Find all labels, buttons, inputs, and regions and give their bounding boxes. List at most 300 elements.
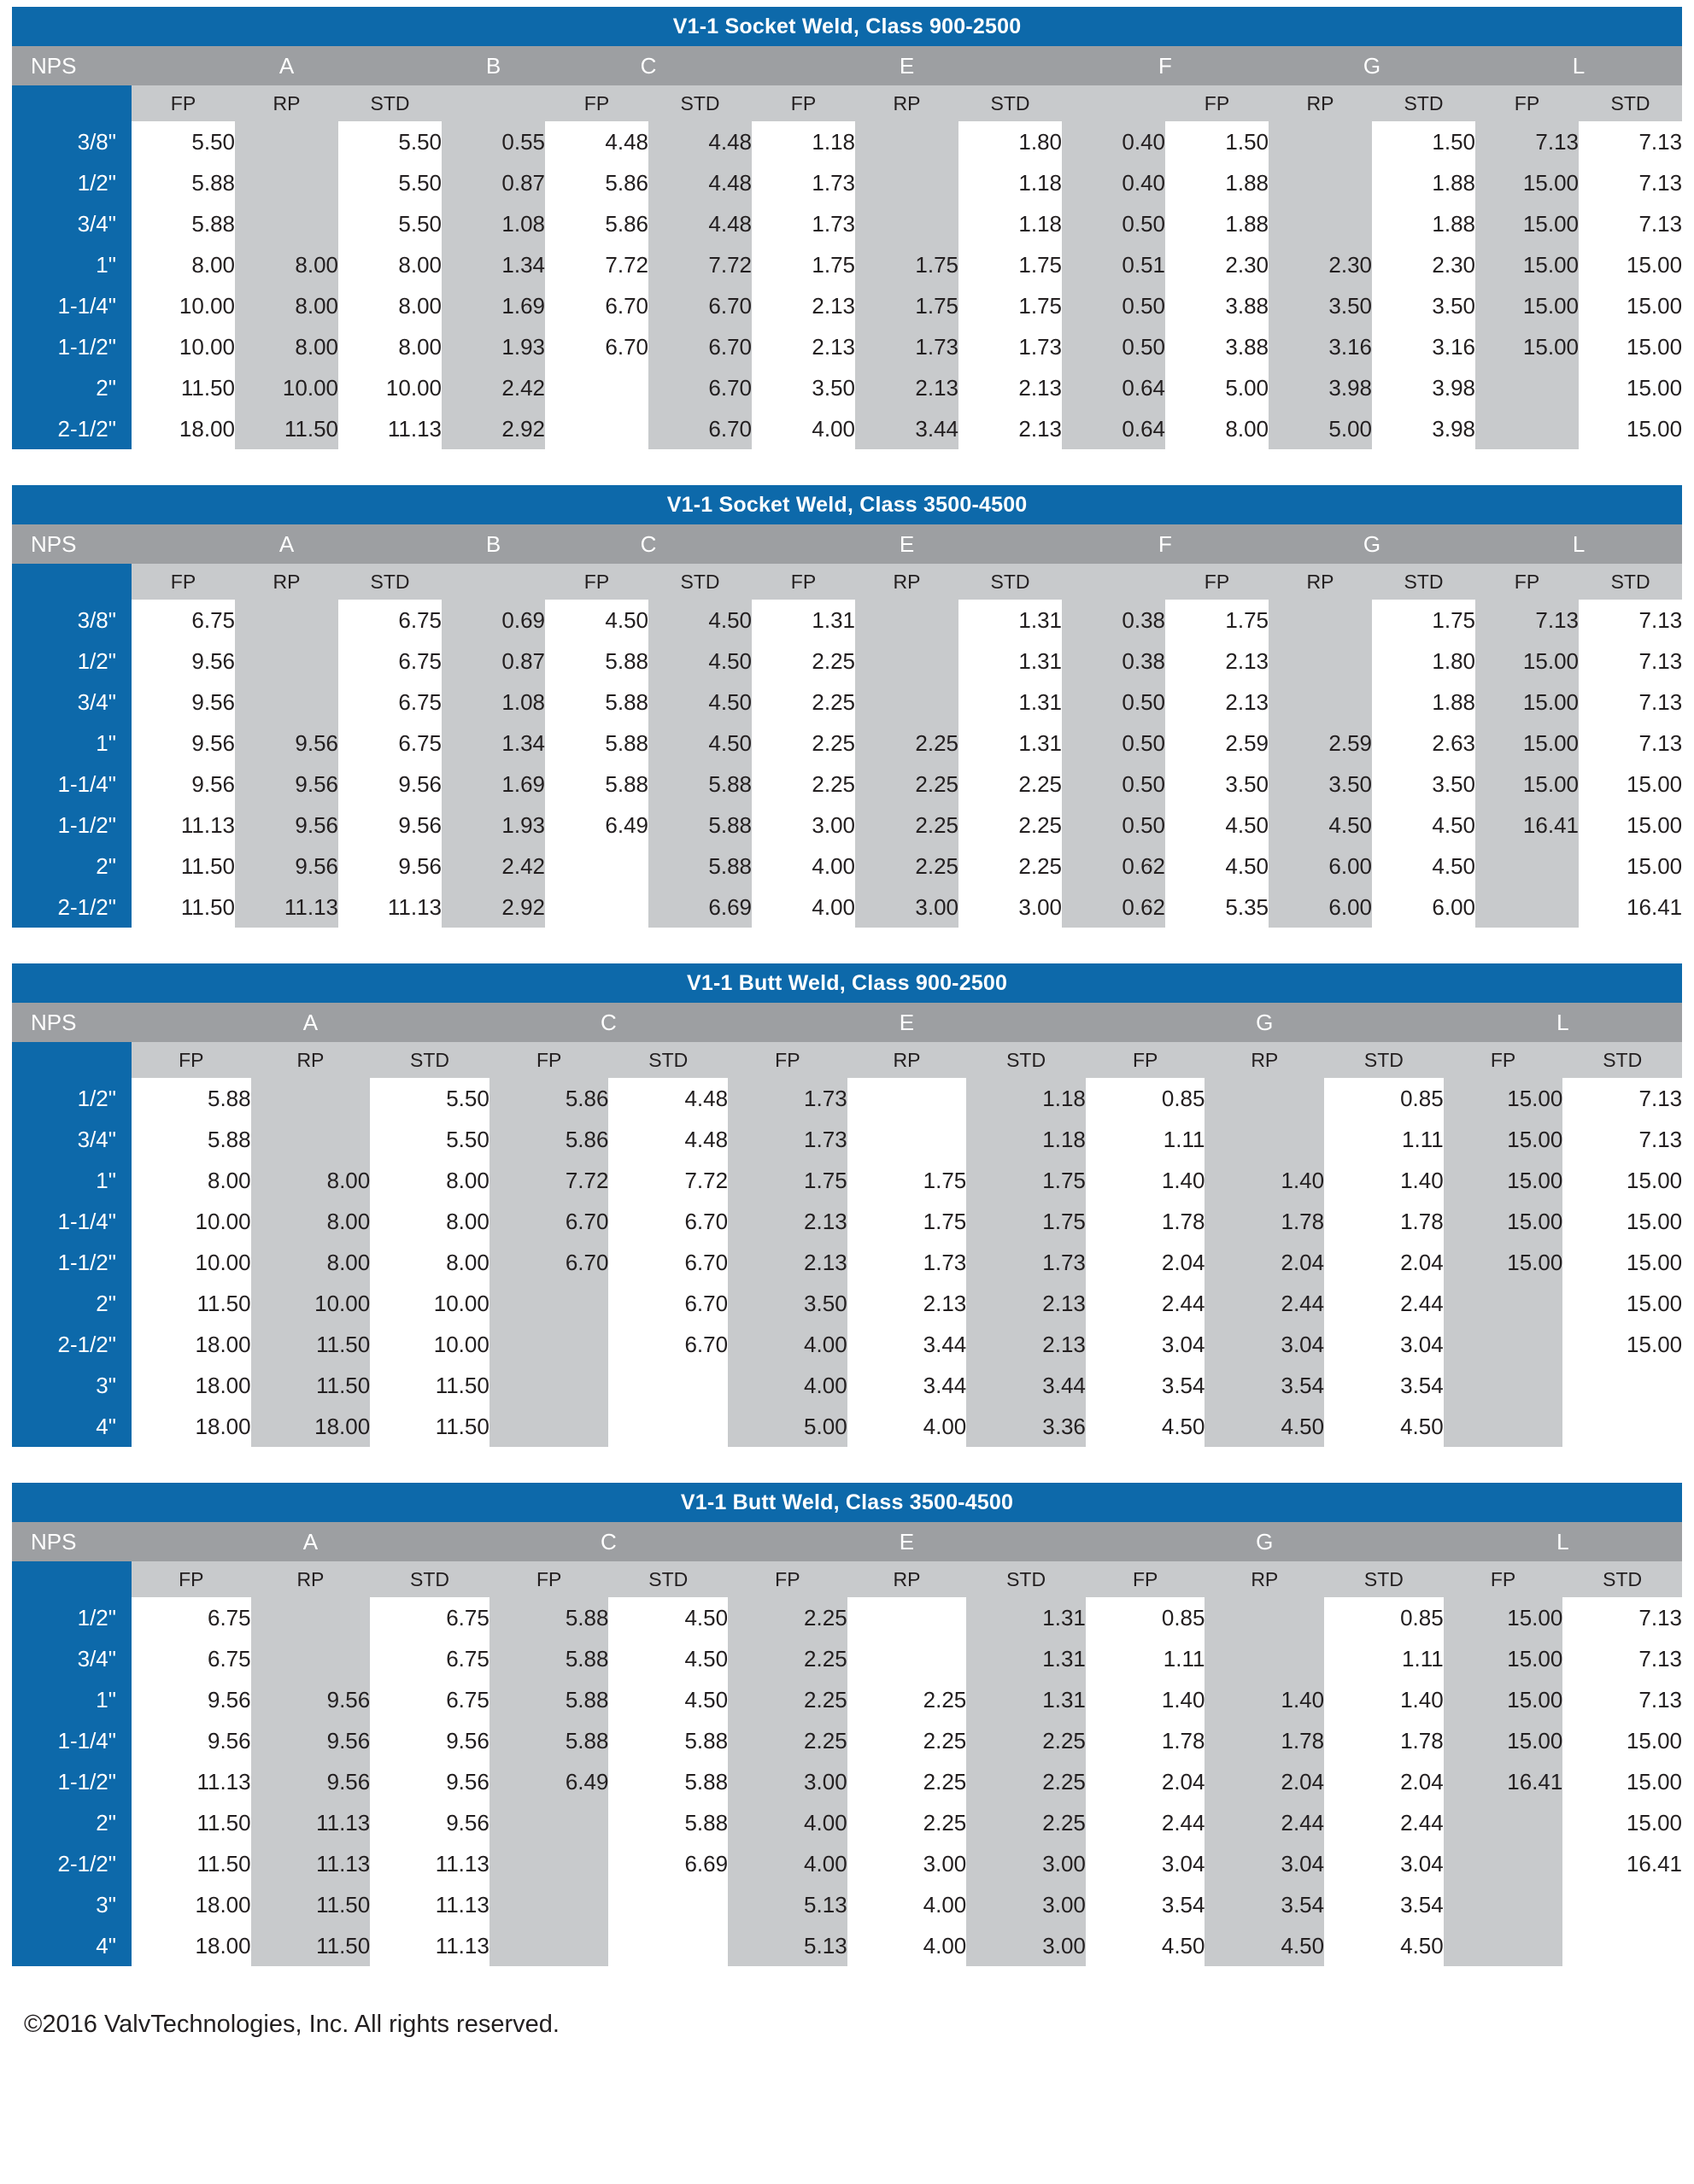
spec-table	[12, 1483, 1682, 1966]
data-cell: 4.50	[1086, 1406, 1205, 1447]
nps-cell: 3/4"	[12, 1119, 132, 1160]
data-cell: 15.00	[1444, 1720, 1563, 1761]
column-group-header: E	[728, 1003, 1086, 1042]
data-cell: 9.56	[235, 805, 338, 846]
data-cell: 11.50	[370, 1365, 489, 1406]
data-cell	[235, 682, 338, 723]
data-cell: 5.00	[1269, 408, 1372, 449]
data-cell: 3.00	[728, 1761, 847, 1802]
nps-cell: 4"	[12, 1925, 132, 1966]
data-cell: 15.00	[1562, 1201, 1682, 1242]
data-cell: 2.13	[1165, 682, 1269, 723]
data-cell: 15.00	[1562, 1242, 1682, 1283]
data-cell: 4.00	[728, 1802, 847, 1843]
data-cell: 2.30	[1269, 244, 1372, 285]
data-cell: 2.04	[1086, 1761, 1205, 1802]
data-cell: 11.50	[251, 1925, 371, 1966]
data-cell: 11.50	[132, 846, 235, 887]
data-cell: 8.00	[235, 244, 338, 285]
data-cell: 4.48	[545, 121, 648, 162]
data-cell: 11.13	[338, 887, 442, 928]
data-cell: 1.75	[966, 1160, 1086, 1201]
data-cell: 6.75	[338, 723, 442, 764]
column-subheader: RP	[1205, 1042, 1324, 1078]
data-cell	[489, 1283, 609, 1324]
spec-table-grid	[12, 485, 1682, 928]
data-cell	[489, 1324, 609, 1365]
data-cell: 2.30	[1165, 244, 1269, 285]
data-cell: 11.13	[338, 408, 442, 449]
data-cell: 4.50	[545, 600, 648, 641]
data-cell: 3.04	[1205, 1324, 1324, 1365]
data-cell: 3.36	[966, 1406, 1086, 1447]
nps-cell: 2"	[12, 1283, 132, 1324]
data-cell: 2.25	[752, 641, 855, 682]
data-cell: 15.00	[1444, 1119, 1563, 1160]
data-cell: 1.78	[1205, 1201, 1324, 1242]
data-cell: 15.00	[1475, 162, 1579, 203]
data-cell: 9.56	[132, 764, 235, 805]
data-cell: 5.00	[728, 1406, 847, 1447]
data-cell: 3.98	[1372, 408, 1475, 449]
data-cell: 1.73	[966, 1242, 1086, 1283]
data-cell	[235, 203, 338, 244]
data-cell: 6.70	[648, 326, 752, 367]
table-row	[12, 1201, 1682, 1242]
data-cell	[1444, 1843, 1563, 1884]
column-subheader: STD	[958, 85, 1062, 121]
data-cell: 1.31	[958, 600, 1062, 641]
data-cell: 3.54	[1205, 1365, 1324, 1406]
data-cell: 10.00	[132, 285, 235, 326]
data-cell: 7.13	[1579, 203, 1682, 244]
data-cell: 1.73	[847, 1242, 967, 1283]
data-cell: 15.00	[1562, 1324, 1682, 1365]
column-subheader	[1062, 564, 1165, 600]
data-cell: 3.98	[1269, 367, 1372, 408]
data-cell: 2.25	[958, 764, 1062, 805]
table-row	[12, 1283, 1682, 1324]
data-cell: 3.44	[847, 1365, 967, 1406]
data-cell: 11.13	[370, 1843, 489, 1884]
table-row	[12, 203, 1682, 244]
column-subheader: RP	[251, 1042, 371, 1078]
column-subheader: STD	[1372, 85, 1475, 121]
data-cell: 6.70	[648, 285, 752, 326]
data-cell: 3.16	[1269, 326, 1372, 367]
data-cell: 4.00	[728, 1365, 847, 1406]
data-cell: 9.56	[235, 723, 338, 764]
data-cell: 2.13	[855, 367, 958, 408]
data-cell: 15.00	[1475, 203, 1579, 244]
data-cell: 1.18	[966, 1119, 1086, 1160]
data-cell: 5.50	[338, 203, 442, 244]
data-cell: 11.13	[370, 1884, 489, 1925]
table-row	[12, 285, 1682, 326]
data-cell: 4.48	[608, 1119, 728, 1160]
data-cell	[1475, 367, 1579, 408]
data-cell: 6.75	[338, 641, 442, 682]
nps-cell: 2-1/2"	[12, 1843, 132, 1884]
data-cell: 6.75	[132, 1638, 251, 1679]
data-cell: 1.75	[855, 285, 958, 326]
data-cell	[1562, 1925, 1682, 1966]
data-cell: 3.44	[966, 1365, 1086, 1406]
data-cell: 3.50	[1269, 285, 1372, 326]
data-cell: 9.56	[235, 764, 338, 805]
data-cell: 3.50	[752, 367, 855, 408]
data-cell: 0.55	[442, 121, 545, 162]
column-subheader	[442, 564, 545, 600]
data-cell: 7.13	[1579, 600, 1682, 641]
data-cell: 1.88	[1372, 162, 1475, 203]
data-cell: 2.25	[847, 1802, 967, 1843]
data-cell: 15.00	[1475, 764, 1579, 805]
table-row	[12, 1720, 1682, 1761]
data-cell: 11.13	[370, 1925, 489, 1966]
data-cell: 18.00	[132, 1406, 251, 1447]
table-row	[12, 1406, 1682, 1447]
data-cell: 3.16	[1372, 326, 1475, 367]
data-cell	[855, 121, 958, 162]
data-cell: 15.00	[1579, 285, 1682, 326]
data-cell: 2.92	[442, 887, 545, 928]
subheader-spacer	[12, 1561, 132, 1597]
data-cell: 8.00	[370, 1201, 489, 1242]
data-cell: 7.13	[1562, 1078, 1682, 1119]
data-cell: 2.25	[847, 1720, 967, 1761]
data-cell: 4.50	[608, 1679, 728, 1720]
table-row	[12, 1679, 1682, 1720]
data-cell: 5.88	[489, 1720, 609, 1761]
subheader-spacer	[12, 564, 132, 600]
column-group-header: F	[1062, 524, 1269, 564]
nps-cell: 3/4"	[12, 1638, 132, 1679]
column-subheader: FP	[1165, 564, 1269, 600]
data-cell: 18.00	[251, 1406, 371, 1447]
data-cell: 0.50	[1062, 764, 1165, 805]
data-cell: 15.00	[1579, 408, 1682, 449]
data-cell: 2.04	[1205, 1242, 1324, 1283]
data-cell: 4.50	[648, 682, 752, 723]
data-cell: 3.00	[958, 887, 1062, 928]
subheader-spacer	[12, 1042, 132, 1078]
data-cell: 1.88	[1165, 162, 1269, 203]
spec-table-grid	[12, 963, 1682, 1447]
data-cell	[545, 408, 648, 449]
data-cell: 1.40	[1086, 1160, 1205, 1201]
data-cell: 15.00	[1475, 723, 1579, 764]
data-cell: 11.50	[370, 1406, 489, 1447]
nps-cell: 1-1/2"	[12, 1242, 132, 1283]
column-subheader: STD	[608, 1042, 728, 1078]
data-cell: 15.00	[1562, 1802, 1682, 1843]
data-cell: 5.86	[545, 162, 648, 203]
data-cell: 7.13	[1579, 162, 1682, 203]
data-cell: 5.88	[545, 723, 648, 764]
spec-table-grid	[12, 1483, 1682, 1966]
column-subheader: FP	[1086, 1042, 1205, 1078]
column-subheader: RP	[235, 85, 338, 121]
nps-cell: 1-1/2"	[12, 326, 132, 367]
data-cell: 1.75	[847, 1201, 967, 1242]
data-cell: 9.56	[338, 764, 442, 805]
data-cell: 15.00	[1579, 244, 1682, 285]
data-cell: 2.25	[847, 1761, 967, 1802]
data-cell: 1.78	[1324, 1201, 1444, 1242]
data-cell	[235, 162, 338, 203]
column-subheader: STD	[1562, 1561, 1682, 1597]
data-cell: 2.13	[752, 285, 855, 326]
nps-cell: 3/4"	[12, 203, 132, 244]
data-cell: 9.56	[132, 682, 235, 723]
column-subheader: FP	[1165, 85, 1269, 121]
column-subheader: FP	[1444, 1042, 1563, 1078]
data-cell: 1.31	[752, 600, 855, 641]
data-cell: 10.00	[132, 326, 235, 367]
data-cell: 15.00	[1579, 367, 1682, 408]
data-cell: 1.73	[752, 162, 855, 203]
data-cell	[847, 1597, 967, 1638]
data-cell: 9.56	[132, 723, 235, 764]
data-cell: 3.44	[847, 1324, 967, 1365]
data-cell: 1.18	[958, 162, 1062, 203]
data-cell: 4.00	[752, 846, 855, 887]
data-cell: 9.56	[132, 641, 235, 682]
data-cell: 1.69	[442, 285, 545, 326]
data-cell: 6.75	[132, 600, 235, 641]
data-cell: 2.25	[752, 723, 855, 764]
nps-cell: 1-1/4"	[12, 285, 132, 326]
data-cell: 5.88	[608, 1802, 728, 1843]
data-cell: 8.00	[338, 285, 442, 326]
data-cell: 5.88	[132, 203, 235, 244]
table-row	[12, 887, 1682, 928]
column-group-header: B	[442, 524, 545, 564]
data-cell: 7.13	[1562, 1119, 1682, 1160]
data-cell: 1.73	[728, 1119, 847, 1160]
column-subheader: FP	[752, 85, 855, 121]
data-cell: 1.34	[442, 244, 545, 285]
column-group-header: C	[489, 1003, 728, 1042]
data-cell: 2.25	[855, 805, 958, 846]
data-cell: 3.50	[1372, 764, 1475, 805]
data-cell	[1269, 203, 1372, 244]
column-group-header: E	[728, 1522, 1086, 1561]
data-cell: 2.63	[1372, 723, 1475, 764]
data-cell: 11.50	[132, 367, 235, 408]
data-cell	[855, 600, 958, 641]
data-cell	[1205, 1638, 1324, 1679]
data-cell: 6.49	[489, 1761, 609, 1802]
data-cell: 5.86	[489, 1078, 609, 1119]
data-cell: 0.87	[442, 641, 545, 682]
column-subheader: RP	[847, 1561, 967, 1597]
data-cell	[1562, 1365, 1682, 1406]
data-cell	[251, 1119, 371, 1160]
data-cell: 11.50	[251, 1884, 371, 1925]
data-cell: 2.25	[728, 1720, 847, 1761]
data-cell: 2.13	[728, 1201, 847, 1242]
data-cell: 7.72	[489, 1160, 609, 1201]
data-cell: 2.44	[1324, 1802, 1444, 1843]
column-subheader: STD	[648, 85, 752, 121]
column-subheader: FP	[1475, 564, 1579, 600]
data-cell: 3.00	[752, 805, 855, 846]
nps-cell: 3/8"	[12, 121, 132, 162]
data-cell: 2.25	[966, 1720, 1086, 1761]
data-cell: 5.50	[338, 162, 442, 203]
data-cell: 5.50	[370, 1119, 489, 1160]
data-cell: 15.00	[1475, 244, 1579, 285]
data-cell: 18.00	[132, 1365, 251, 1406]
nps-cell: 3"	[12, 1884, 132, 1925]
data-cell: 4.50	[1324, 1406, 1444, 1447]
data-cell: 15.00	[1444, 1679, 1563, 1720]
data-cell: 2.44	[1205, 1802, 1324, 1843]
data-cell: 1.31	[958, 682, 1062, 723]
table-title: V1-1 Socket Weld, Class 3500-4500	[12, 485, 1682, 524]
data-cell: 7.13	[1579, 723, 1682, 764]
data-cell	[1269, 600, 1372, 641]
data-cell: 1.88	[1372, 682, 1475, 723]
column-group-header: C	[545, 524, 752, 564]
data-cell: 4.50	[608, 1597, 728, 1638]
data-cell	[489, 1925, 609, 1966]
data-cell: 1.11	[1086, 1638, 1205, 1679]
data-cell: 2.42	[442, 846, 545, 887]
nps-cell: 1-1/4"	[12, 1201, 132, 1242]
data-cell	[545, 887, 648, 928]
data-cell: 4.00	[728, 1843, 847, 1884]
data-cell: 2.04	[1086, 1242, 1205, 1283]
nps-cell: 1/2"	[12, 1078, 132, 1119]
data-cell: 1.11	[1086, 1119, 1205, 1160]
data-cell: 3.50	[1372, 285, 1475, 326]
nps-cell: 1/2"	[12, 1597, 132, 1638]
data-cell: 5.88	[608, 1761, 728, 1802]
data-cell	[855, 682, 958, 723]
column-subheader: STD	[338, 564, 442, 600]
column-group-header: L	[1475, 46, 1682, 85]
data-cell	[608, 1884, 728, 1925]
data-cell	[855, 641, 958, 682]
data-cell: 2.59	[1269, 723, 1372, 764]
data-cell: 3.54	[1324, 1365, 1444, 1406]
data-cell	[1475, 846, 1579, 887]
data-cell: 11.50	[132, 1283, 251, 1324]
table-row	[12, 764, 1682, 805]
data-cell: 11.50	[251, 1324, 371, 1365]
column-subheader: RP	[1269, 564, 1372, 600]
data-cell: 5.88	[132, 1078, 251, 1119]
data-cell: 11.50	[132, 1843, 251, 1884]
data-cell: 6.70	[545, 326, 648, 367]
data-cell: 1.75	[1165, 600, 1269, 641]
data-cell: 0.51	[1062, 244, 1165, 285]
data-cell	[489, 1802, 609, 1843]
data-cell: 6.00	[1372, 887, 1475, 928]
column-group-header: NPS	[12, 524, 132, 564]
data-cell	[855, 162, 958, 203]
column-group-header: E	[752, 524, 1062, 564]
data-cell: 9.56	[235, 846, 338, 887]
data-cell: 6.75	[132, 1597, 251, 1638]
column-subheader: FP	[1444, 1561, 1563, 1597]
data-cell: 15.00	[1562, 1761, 1682, 1802]
table-row	[12, 367, 1682, 408]
data-cell	[847, 1078, 967, 1119]
nps-cell: 2-1/2"	[12, 887, 132, 928]
data-cell: 5.88	[132, 1119, 251, 1160]
nps-cell: 3/4"	[12, 682, 132, 723]
data-cell: 15.00	[1562, 1720, 1682, 1761]
data-cell: 1.93	[442, 805, 545, 846]
copyright-footer: ©2016 ValvTechnologies, Inc. All rights reserved.	[24, 2011, 560, 2038]
data-cell: 6.70	[489, 1201, 609, 1242]
data-cell: 1.18	[958, 203, 1062, 244]
column-subheader	[442, 85, 545, 121]
data-cell: 15.00	[1444, 1160, 1563, 1201]
data-cell: 7.13	[1562, 1597, 1682, 1638]
data-cell: 10.00	[370, 1283, 489, 1324]
data-cell: 2.25	[847, 1679, 967, 1720]
column-group-header: A	[132, 1522, 489, 1561]
data-cell: 4.50	[1372, 846, 1475, 887]
data-cell: 15.00	[1579, 326, 1682, 367]
data-cell: 3.50	[728, 1283, 847, 1324]
data-cell: 4.50	[1165, 805, 1269, 846]
data-cell: 1.75	[1372, 600, 1475, 641]
data-cell: 2.13	[752, 326, 855, 367]
data-cell: 7.13	[1579, 121, 1682, 162]
table-row	[12, 682, 1682, 723]
data-cell	[1205, 1078, 1324, 1119]
data-cell: 3.88	[1165, 285, 1269, 326]
data-cell: 1.73	[752, 203, 855, 244]
data-cell: 8.00	[338, 326, 442, 367]
data-cell: 1.18	[752, 121, 855, 162]
data-cell: 3.00	[855, 887, 958, 928]
data-cell: 1.73	[958, 326, 1062, 367]
data-cell: 4.50	[608, 1638, 728, 1679]
data-cell: 5.88	[648, 805, 752, 846]
data-cell: 2.42	[442, 367, 545, 408]
data-cell: 3.50	[1165, 764, 1269, 805]
data-cell	[847, 1119, 967, 1160]
data-cell: 1.11	[1324, 1638, 1444, 1679]
data-cell: 2.13	[847, 1283, 967, 1324]
data-cell	[489, 1406, 609, 1447]
data-cell: 8.00	[370, 1160, 489, 1201]
column-group-header: C	[489, 1522, 728, 1561]
data-cell: 1.40	[1086, 1679, 1205, 1720]
data-cell: 3.00	[847, 1843, 967, 1884]
data-cell: 6.49	[545, 805, 648, 846]
data-cell: 18.00	[132, 408, 235, 449]
data-cell	[608, 1365, 728, 1406]
data-cell: 7.72	[648, 244, 752, 285]
data-cell: 7.13	[1562, 1679, 1682, 1720]
data-cell: 6.75	[370, 1638, 489, 1679]
data-cell	[847, 1638, 967, 1679]
column-group-header: C	[545, 46, 752, 85]
table-row	[12, 1802, 1682, 1843]
spec-table	[12, 963, 1682, 1447]
data-cell: 8.00	[338, 244, 442, 285]
data-cell: 5.13	[728, 1884, 847, 1925]
column-group-header: G	[1086, 1003, 1444, 1042]
